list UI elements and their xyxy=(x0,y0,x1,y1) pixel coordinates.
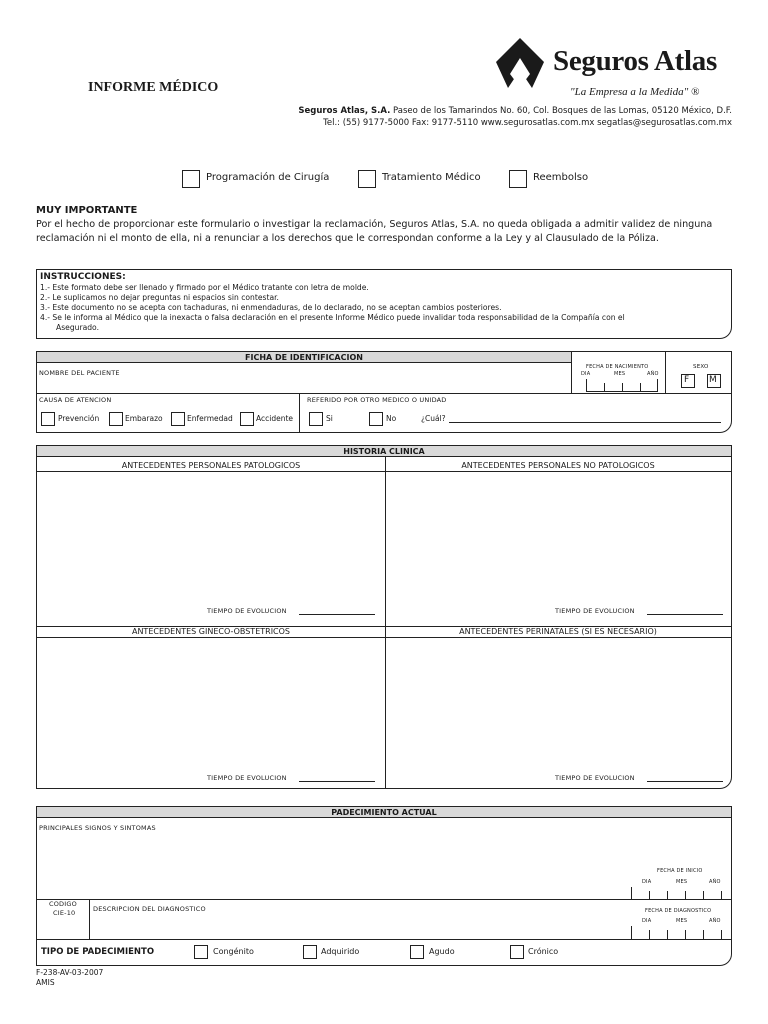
birth-date-label: FECHA DE NACIMIENTO xyxy=(586,364,649,370)
codigo-input[interactable] xyxy=(39,919,87,937)
sexo-f-label: F xyxy=(684,375,690,385)
instruction-3: 3.- Este documento no se acepta con tachaduras, ni enmendaduras, de lo declarado, no se aceptan cambios posteriores. xyxy=(40,303,502,312)
company-contact: Tel.: (55) 9177-5000 Fax: 9177-5110 www.segurosatlas.com.mx segatlas@segurosatlas.com.mx xyxy=(323,118,732,128)
referido-cual-label: ¿Cuál? xyxy=(421,414,446,423)
fecha-diagnostico-tick xyxy=(631,926,632,939)
historia-header-line xyxy=(37,471,731,472)
causa-prevencion-label: Prevención xyxy=(58,414,100,423)
causa-accidente-checkbox[interactable] xyxy=(240,412,254,426)
tiempo-evolucion-label-3: TIEMPO DE EVOLUCION xyxy=(207,774,287,782)
antecedentes-no-patologicos-input[interactable] xyxy=(387,474,729,604)
causa-label: CAUSA DE ATENCION xyxy=(39,396,112,404)
causa-embarazo-checkbox[interactable] xyxy=(109,412,123,426)
causa-accidente-label: Accidente xyxy=(256,414,294,423)
causa-enfermedad-label: Enfermedad xyxy=(187,414,233,423)
instructions-heading: INSTRUCCIONES: xyxy=(40,272,126,282)
fecha-inicio-mes: MES xyxy=(676,879,688,885)
label-reembolso: Reembolso xyxy=(533,172,589,183)
brand-name: Seguros Atlas xyxy=(553,45,717,77)
antecedentes-perinatales-input[interactable] xyxy=(387,640,729,768)
antecedentes-no-patologicos-title: ANTECEDENTES PERSONALES NO PATOLOGICOS xyxy=(461,461,655,470)
antecedentes-gineco-title: ANTECEDENTES GINECO-OBSTETRICOS xyxy=(131,627,291,636)
referido-no-checkbox[interactable] xyxy=(369,412,383,426)
sexo-label: SEXO xyxy=(693,364,709,370)
historia-clinica-section xyxy=(36,445,732,789)
tipo-cronico-label: Crónico xyxy=(528,947,559,956)
amis-label: AMIS xyxy=(36,978,55,987)
fecha-inicio-dia: DIA xyxy=(642,879,652,885)
checkbox-reembolso[interactable] xyxy=(509,170,527,188)
signos-sintomas-label: PRINCIPALES SIGNOS Y SINTOMAS xyxy=(39,824,156,832)
fecha-inicio-label: FECHA DE INICIO xyxy=(657,868,703,874)
antecedentes-perinatales-title: ANTECEDENTES PERINATALES (SI ES NECESARIO) xyxy=(459,627,657,636)
padecimiento-title: PADECIMIENTO ACTUAL xyxy=(331,808,437,817)
tipo-agudo-label: Agudo xyxy=(429,947,455,956)
fecha-diagnostico-tick xyxy=(667,930,668,939)
fecha-diagnostico-dia: DIA xyxy=(642,918,652,924)
tipo-padecimiento-line xyxy=(37,939,731,940)
birth-date-input[interactable] xyxy=(586,379,658,392)
birth-tick xyxy=(640,383,641,392)
tipo-congenito-label: Congénito xyxy=(213,947,254,956)
cie10-label: CIE-10 xyxy=(53,909,76,917)
birth-tick xyxy=(657,379,658,392)
tiempo-evolucion-label-2: TIEMPO DE EVOLUCION xyxy=(555,607,635,615)
tipo-adquirido-checkbox[interactable] xyxy=(303,945,317,959)
descripcion-diagnostico-label: DESCRIPCION DEL DIAGNOSTICO xyxy=(93,905,206,913)
fecha-diagnostico-input[interactable] xyxy=(631,926,731,939)
referido-si-checkbox[interactable] xyxy=(309,412,323,426)
sexo-divider xyxy=(665,352,666,393)
tipo-congenito-checkbox[interactable] xyxy=(194,945,208,959)
birth-anio-label: AÑO xyxy=(647,371,659,377)
fecha-diagnostico-tick xyxy=(649,930,650,939)
antecedentes-gineco-input[interactable] xyxy=(39,640,383,768)
tiempo-evolucion-label-1: TIEMPO DE EVOLUCION xyxy=(207,607,287,615)
label-programacion-cirugia: Programación de Cirugía xyxy=(206,172,330,183)
antecedentes-patologicos-input[interactable] xyxy=(39,474,383,604)
instruction-1: 1.- Este formato debe ser llenado y firmado por el Médico tratante con letra de molde. xyxy=(40,283,369,292)
birth-divider xyxy=(571,352,572,393)
historia-row-header-line xyxy=(37,637,731,638)
checkbox-programacion-cirugia[interactable] xyxy=(182,170,200,188)
padecimiento-right-rule xyxy=(731,859,732,899)
signos-sintomas-input[interactable] xyxy=(39,833,619,897)
fecha-diagnostico-anio: AÑO xyxy=(709,918,721,924)
sexo-m-label: M xyxy=(709,375,717,385)
tiempo-evolucion-input-4[interactable] xyxy=(647,781,723,782)
address-text: Paseo de los Tamarindos No. 60, Col. Bosques de las Lomas, 05120 México, D.F. xyxy=(390,106,732,116)
notice-heading: MUY IMPORTANTE xyxy=(36,205,138,216)
causa-divider xyxy=(299,393,300,433)
descripcion-diagnostico-input[interactable] xyxy=(93,915,613,937)
ficha-title: FICHA DE IDENTIFICACION xyxy=(245,353,363,362)
brand-tagline: "La Empresa a la Medida" ® xyxy=(570,86,700,98)
fecha-diagnostico-mes: MES xyxy=(676,918,688,924)
tipo-agudo-checkbox[interactable] xyxy=(410,945,424,959)
tiempo-evolucion-input-1[interactable] xyxy=(299,614,375,615)
fecha-diagnostico-tick xyxy=(685,930,686,939)
causa-enfermedad-checkbox[interactable] xyxy=(171,412,185,426)
causa-prevencion-checkbox[interactable] xyxy=(41,412,55,426)
referido-no-label: No xyxy=(386,414,397,423)
causa-embarazo-label: Embarazo xyxy=(125,414,163,423)
historia-title: HISTORIA CLINICA xyxy=(343,447,425,456)
instruction-2: 2.- Le suplicamos no dejar preguntas ni espacios sin contestar. xyxy=(40,293,279,302)
diagnostico-top-line xyxy=(37,899,731,900)
birth-tick xyxy=(604,383,605,392)
company-name: Seguros Atlas, S.A. xyxy=(298,106,391,116)
referido-label: REFERIDO POR OTRO MEDICO O UNIDAD xyxy=(307,396,447,404)
tiempo-evolucion-input-3[interactable] xyxy=(299,781,375,782)
referido-cual-input[interactable] xyxy=(449,422,721,423)
fecha-diagnostico-tick xyxy=(703,930,704,939)
atlas-logo-icon xyxy=(496,38,544,88)
tipo-padecimiento-label: TIPO DE PADECIMIENTO xyxy=(41,947,155,957)
birth-tick xyxy=(622,383,623,392)
tipo-cronico-checkbox[interactable] xyxy=(510,945,524,959)
instruction-4: 4.- Se le informa al Médico que la inexacta o falsa declaración en el presente Informe Médico puede invalidar toda responsabilidad de la Compañía con el xyxy=(40,313,625,322)
fecha-diagnostico-tick xyxy=(721,930,722,939)
atlas-logo xyxy=(496,38,544,88)
tiempo-evolucion-input-2[interactable] xyxy=(647,614,723,615)
codigo-divider xyxy=(89,899,90,940)
padecimiento-actual-section xyxy=(36,806,732,966)
ficha-identificacion-section xyxy=(36,351,732,433)
antecedentes-patologicos-title: ANTECEDENTES PERSONALES PATOLOGICOS xyxy=(121,461,301,470)
company-address xyxy=(298,106,732,116)
label-tratamiento-medico: Tratamiento Médico xyxy=(382,172,481,183)
checkbox-tratamiento-medico[interactable] xyxy=(358,170,376,188)
tiempo-evolucion-label-4: TIEMPO DE EVOLUCION xyxy=(555,774,635,782)
fecha-diagnostico-label: FECHA DE DIAGNOSTICO xyxy=(645,908,712,914)
form-code: F-238-AV-03-2007 xyxy=(36,968,104,977)
patient-name-input[interactable] xyxy=(39,376,567,391)
patient-name-label: NOMBRE DEL PACIENTE xyxy=(39,369,120,377)
ficha-divider xyxy=(37,393,732,394)
notice-text: Por el hecho de proporcionar este formulario o investigar la reclamación, Seguros Atlas, S.A. no queda obligada a admitir validez de ninguna reclamación ni el monto de ella, ni a renunciar a los derechos que le correspondan conforme a la Ley y al Clausulado de la Póliza. xyxy=(36,219,713,244)
codigo-label: CODIGO xyxy=(49,900,77,908)
referido-si-label: Si xyxy=(326,414,333,423)
birth-mes-label: MES xyxy=(614,371,626,377)
birth-tick xyxy=(586,379,587,392)
instruction-4-cont: Asegurado. xyxy=(56,323,99,332)
instructions-box xyxy=(36,269,732,339)
tipo-adquirido-label: Adquirido xyxy=(321,947,360,956)
form-title: INFORME MÉDICO xyxy=(88,80,219,95)
fecha-inicio-anio: AÑO xyxy=(709,879,721,885)
birth-dia-label: DIA xyxy=(581,371,591,377)
historia-middle-divider xyxy=(385,457,386,789)
